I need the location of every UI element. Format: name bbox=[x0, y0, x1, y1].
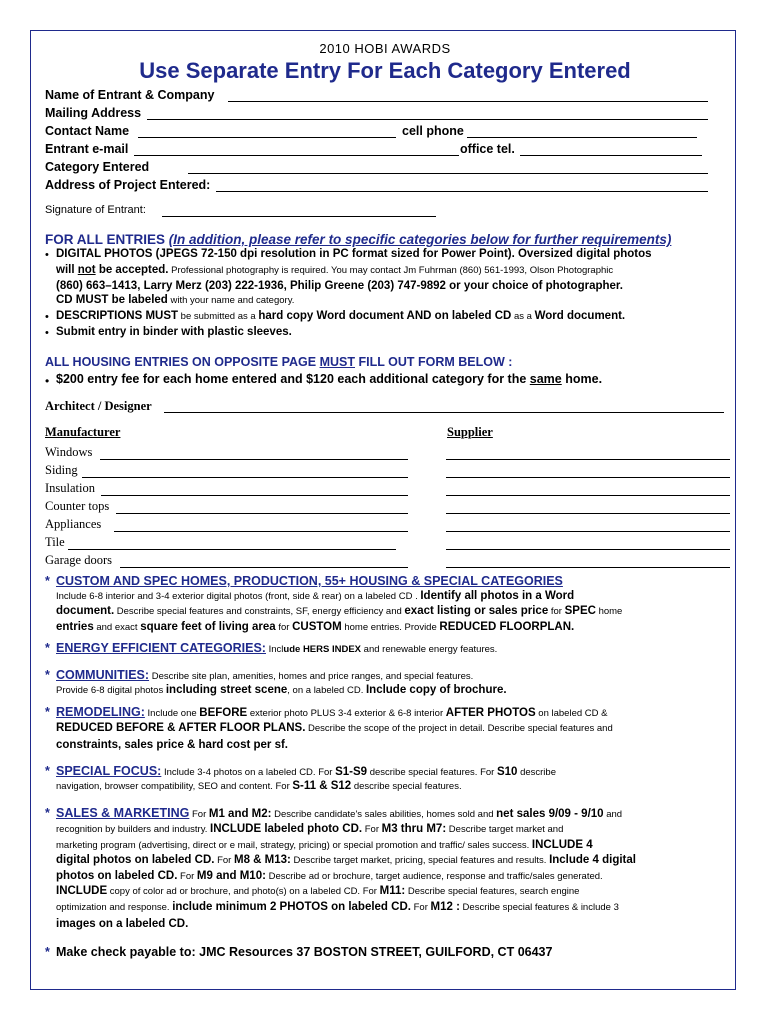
remodeling-line1: REMODELING: Include one BEFORE exterior photo PLUS 3-4 exterior & 6-8 interior AFTER PHOTOS on labeled CD & bbox=[56, 705, 608, 719]
field-label-name: Name of Entrant & Company bbox=[45, 88, 215, 102]
award-year-heading: 2010 HOBI AWARDS bbox=[319, 41, 451, 56]
item-garage-doors: Garage doors bbox=[45, 553, 112, 567]
field-label-project-address: Address of Project Entered: bbox=[45, 178, 211, 192]
communities-line1: COMMUNITIES: Describe site plan, amenities, homes and price ranges, and special features. bbox=[56, 668, 474, 682]
special-focus-line2: navigation, browser compatibility, SEO and content. For S-11 & S12 describe special features. bbox=[56, 780, 462, 792]
sales-line3: marketing program (advertising, direct or e mail, strategy, pricing) or special promotion and traffic/ sales success. INCLUDE 4 bbox=[56, 839, 593, 851]
field-label-email: Entrant e-mail bbox=[45, 142, 129, 156]
all-entries-heading: FOR ALL ENTRIES (In addition, please refer to specific categories below for further requirements) bbox=[45, 232, 672, 247]
manufacturer-line-insulation[interactable] bbox=[101, 495, 408, 496]
check-payable-line: Make check payable to: JMC Resources 37 BOSTON STREET, GUILFORD, CT 06437 bbox=[56, 945, 553, 959]
supplier-line-counter-tops[interactable] bbox=[446, 513, 730, 514]
field-line-email[interactable] bbox=[134, 155, 459, 156]
sales-line8: images on a labeled CD. bbox=[56, 918, 189, 930]
field-label-office-tel: office tel. bbox=[460, 142, 515, 156]
remodeling-line3: constraints, sales price & hard cost per sf. bbox=[56, 739, 288, 751]
field-line-name[interactable] bbox=[228, 101, 708, 102]
bullet-descriptions: DESCRIPTIONS MUST be submitted as a hard copy Word document AND on labeled CD as a Word document. bbox=[56, 310, 626, 322]
sales-line7: optimization and response. include minimum 2 PHOTOS on labeled CD. For M12 : Describe special features & include 3 bbox=[56, 901, 619, 913]
asterisk: * bbox=[45, 668, 50, 682]
asterisk: * bbox=[45, 574, 50, 588]
manufacturer-line-garage-doors[interactable] bbox=[120, 567, 408, 568]
item-siding: Siding bbox=[45, 463, 78, 477]
field-line-category[interactable] bbox=[188, 173, 708, 174]
custom-line3: entries and exact square feet of living area for CUSTOM home entries. Provide REDUCED FLOORPLAN. bbox=[56, 621, 575, 633]
architect-label: Architect / Designer bbox=[45, 399, 152, 413]
field-line-address[interactable] bbox=[147, 119, 708, 120]
energy-line: ENERGY EFFICIENT CATEGORIES: Include HERS INDEX and renewable energy features. bbox=[56, 641, 498, 655]
custom-spec-heading: CUSTOM AND SPEC HOMES, PRODUCTION, 55+ HOUSING & SPECIAL CATEGORIES bbox=[56, 574, 563, 588]
bullet: • bbox=[45, 311, 49, 323]
supplier-line-appliances[interactable] bbox=[446, 531, 730, 532]
asterisk: * bbox=[45, 806, 50, 820]
bullet-binder: Submit entry in binder with plastic sleeves. bbox=[56, 326, 292, 338]
sales-line4: digital photos on labeled CD. For M8 & M13: Describe target market, pricing, special features and results. Include 4 digital bbox=[56, 854, 636, 866]
field-line-cell[interactable] bbox=[467, 137, 697, 138]
sales-line5: photos on labeled CD. For M9 and M10: Describe ad or brochure, target audience, response and traffic/sales generated. bbox=[56, 870, 603, 882]
bullet-photos-line3: (860) 663–1413, Larry Merz (203) 222-1936, Philip Greene (203) 747-9892 or your choice of photographer. bbox=[56, 280, 623, 292]
bullet-photos-line4: CD MUST be labeled with your name and category. bbox=[56, 294, 295, 306]
signature-label: Signature of Entrant: bbox=[45, 204, 146, 216]
sales-line1: SALES & MARKETING For M1 and M2: Describe candidate's sales abilities, homes sold and net sales 9/09 - 9/10 and bbox=[56, 806, 623, 820]
custom-line2: document. Describe special features and constraints, SF, energy efficiency and exact listing or sales price for SPEC home bbox=[56, 605, 623, 617]
field-label-contact: Contact Name bbox=[45, 124, 130, 138]
supplier-line-windows[interactable] bbox=[446, 459, 730, 460]
item-appliances: Appliances bbox=[45, 517, 102, 531]
bullet: • bbox=[45, 327, 49, 339]
bullet: • bbox=[45, 374, 50, 388]
communities-line2: Provide 6-8 digital photos including street scene, on a labeled CD. Include copy of brochure. bbox=[56, 684, 507, 696]
manufacturer-line-siding[interactable] bbox=[82, 477, 408, 478]
sales-line2: recognition by builders and industry. INCLUDE labeled photo CD. For M3 thru M7: Describe target market and bbox=[56, 823, 564, 835]
remodeling-line2: REDUCED BEFORE & AFTER FLOOR PLANS. Describe the scope of the project in detail. Describe special features and bbox=[56, 722, 613, 734]
signature-line[interactable] bbox=[162, 216, 436, 217]
page-title: Use Separate Entry For Each Category Entered bbox=[139, 58, 631, 83]
manufacturer-line-tile[interactable] bbox=[68, 549, 396, 550]
field-label-address: Mailing Address bbox=[45, 106, 142, 120]
architect-line[interactable] bbox=[164, 412, 724, 413]
bullet-photos-line2: will not be accepted. Professional photography is required. You may contact Jm Fuhrman (860) 561-1993, Olson Photographic bbox=[56, 264, 614, 276]
item-insulation: Insulation bbox=[45, 481, 95, 495]
item-counter-tops: Counter tops bbox=[45, 499, 110, 513]
bullet-photos-line1: DIGITAL PHOTOS (JPEGS 72-150 dpi resolution in PC format sized for Power Point). Oversized digital photos bbox=[56, 248, 652, 260]
asterisk: * bbox=[45, 641, 50, 655]
asterisk: * bbox=[45, 945, 50, 959]
manufacturer-header: Manufacturer bbox=[45, 425, 121, 439]
entry-fee-line: $200 entry fee for each home entered and $120 each additional category for the same home. bbox=[56, 372, 603, 386]
supplier-line-siding[interactable] bbox=[446, 477, 730, 478]
special-focus-line1: SPECIAL FOCUS: Include 3-4 photos on a labeled CD. For S1-S9 describe special features. For S10 describe bbox=[56, 764, 556, 778]
asterisk: * bbox=[45, 705, 50, 719]
sales-line6: INCLUDE copy of color ad or brochure, and photo(s) on a labeled CD. For M11: Describe special features, search engine bbox=[56, 885, 580, 897]
manufacturer-line-windows[interactable] bbox=[100, 459, 408, 460]
field-label-category: Category Entered bbox=[45, 160, 150, 174]
manufacturer-line-appliances[interactable] bbox=[114, 531, 408, 532]
field-line-project-address[interactable] bbox=[216, 191, 708, 192]
housing-heading: ALL HOUSING ENTRIES ON OPPOSITE PAGE MUST FILL OUT FORM BELOW : bbox=[45, 355, 513, 369]
manufacturer-line-counter-tops[interactable] bbox=[116, 513, 408, 514]
field-line-office-tel[interactable] bbox=[520, 155, 702, 156]
item-tile: Tile bbox=[45, 535, 65, 549]
custom-line1: Include 6-8 interior and 3-4 exterior digital photos (front, side & rear) on a labeled CD . Identify all photos in a Word bbox=[56, 590, 575, 602]
asterisk: * bbox=[45, 764, 50, 778]
supplier-line-garage-doors[interactable] bbox=[446, 567, 730, 568]
item-windows: Windows bbox=[45, 445, 93, 459]
field-line-contact[interactable] bbox=[138, 137, 396, 138]
supplier-line-tile[interactable] bbox=[446, 549, 730, 550]
field-label-cell: cell phone bbox=[402, 124, 464, 138]
supplier-line-insulation[interactable] bbox=[446, 495, 730, 496]
bullet: • bbox=[45, 249, 49, 261]
supplier-header: Supplier bbox=[447, 425, 493, 439]
